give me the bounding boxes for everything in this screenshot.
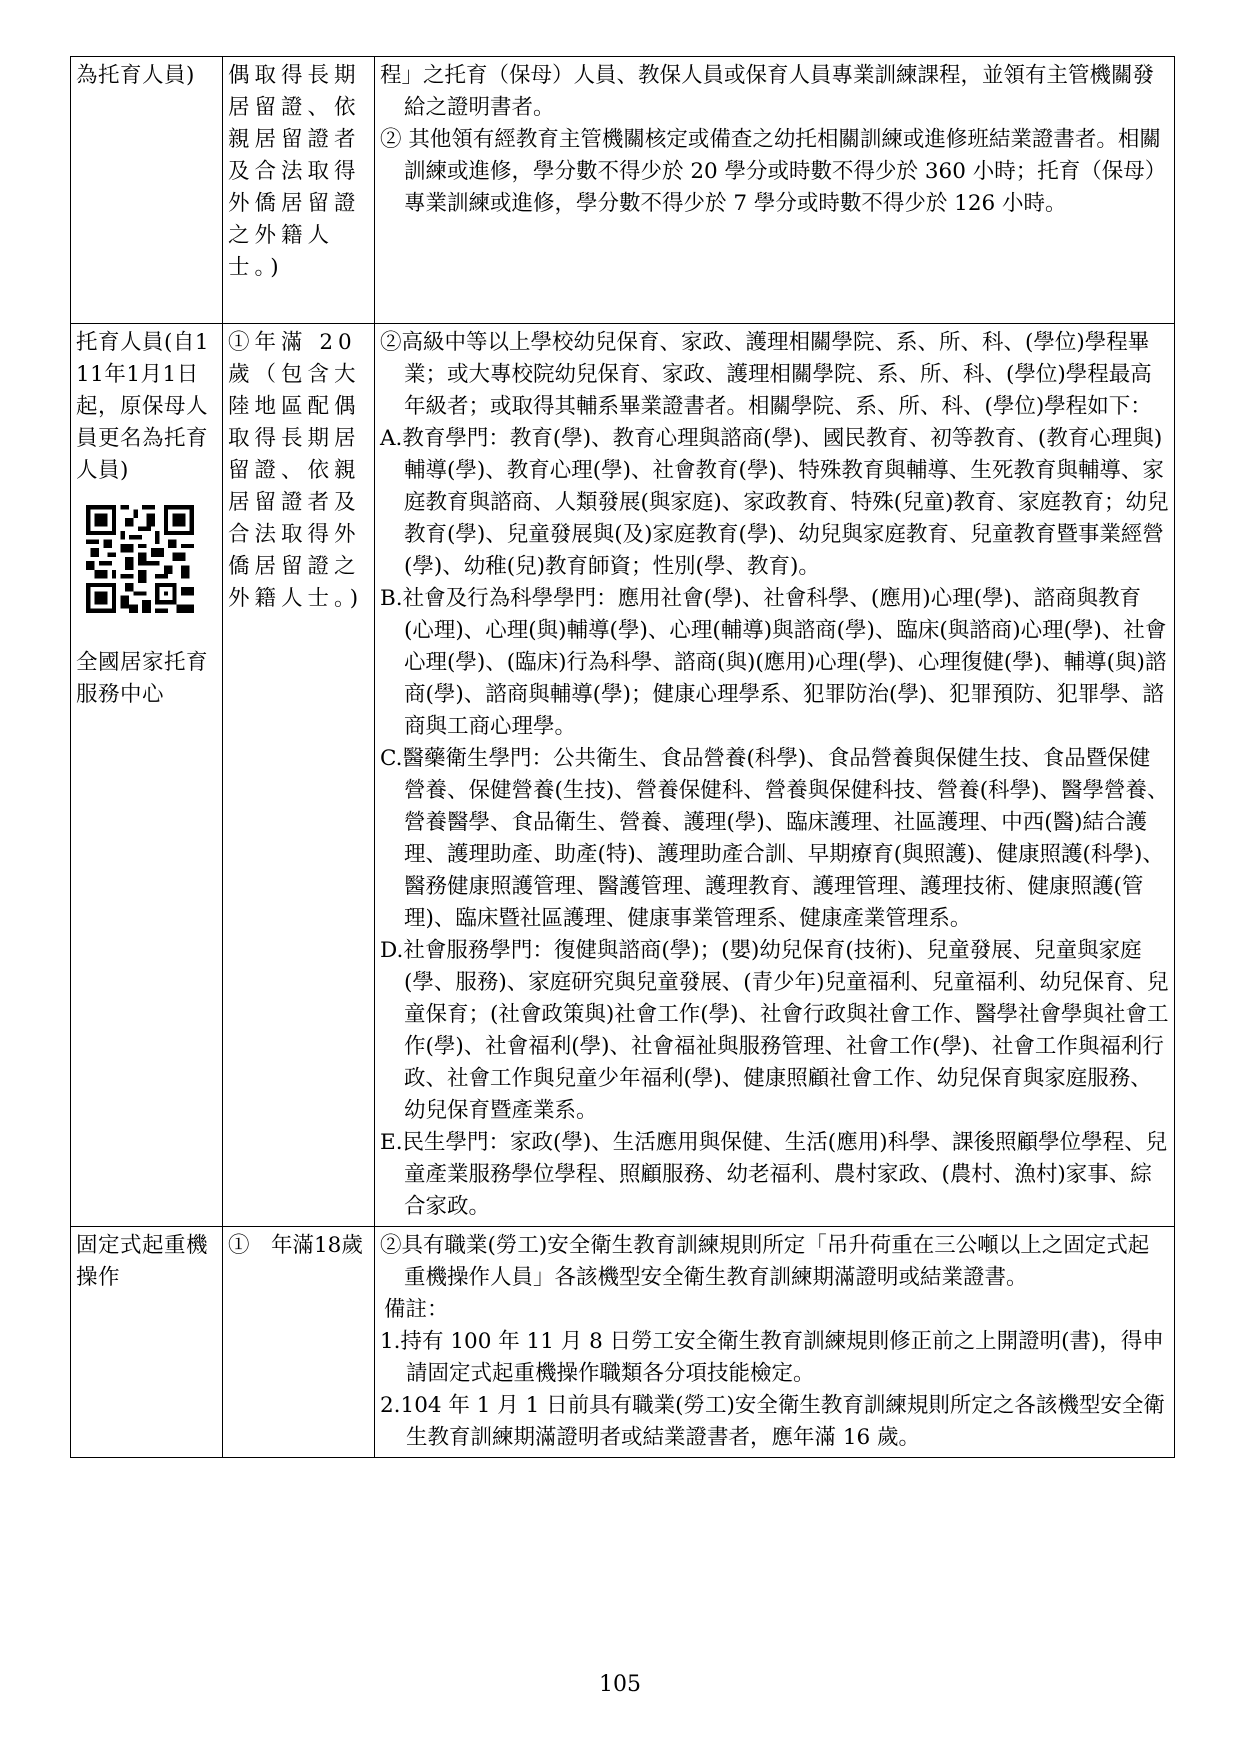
qualification-item: 程」之托育（保母）人員、教保人員或保育人員專業訓練課程，並領有主管機關發給之證明書者。 bbox=[380, 63, 1155, 120]
age-requirement-cell bbox=[223, 57, 375, 324]
qualification-item: B.社會及行為科學學門：應用社會(學)、社會科學、(應用)心理(學)、諮商與教育(心理)、心理(與)輔導(學)、心理(輔導)與諮商(學)、臨床(與諮商)心理(學)、社會心理(學)、(臨床)行為科學、諮商(與)(應用)心理(學)、心理復健(學)、輔導(與)諮商(學)、諮商與輔導(學)；健康心理學系、犯罪防治(學)、犯罪預防、犯罪學、諮商與工商心理學。 bbox=[380, 586, 1167, 739]
job-title: 托育人員(自111年1月1日起，原保母人員更名為托育人員) bbox=[76, 330, 210, 483]
age-requirement-cell bbox=[223, 1227, 375, 1458]
page-number: 105 bbox=[599, 1672, 641, 1697]
age-requirement-cell bbox=[223, 324, 375, 1227]
age-requirement: 偶取得長期居留證、依親居留證者及合法取得外僑居留證之外籍人士。) bbox=[228, 63, 361, 280]
remarks-label: 備註： bbox=[384, 1297, 449, 1322]
job-title-cell bbox=[71, 324, 223, 1227]
service-center-label: 全國居家托育服務中心 bbox=[76, 650, 209, 707]
table-row bbox=[71, 1227, 1175, 1458]
qualification-item: D.社會服務學門：復健與諮商(學)；(嬰)幼兒保育(技術)、兒童發展、兒童與家庭(學、服務)、家庭研究與兒童發展、(青少年)兒童福利、兒童福利、幼兒保育、兒童保育；(社會政策與)社會工作(學)、社會行政與社會工作、醫學社會學與社會工作(學)、社會福利(學)、社會福祉與服務管理、社會工作(學)、社會工作與福利行政、社會工作與兒童少年福利(學)、健康照顧社會工作、幼兒保育與家庭服務、幼兒保育暨產業系。 bbox=[380, 938, 1169, 1123]
table-row bbox=[71, 57, 1175, 324]
qualification-item: ②具有職業(勞工)安全衛生教育訓練規則所定「吊升荷重在三公噸以上之固定式起重機操作人員」各該機型安全衛生教育訓練期滿證明或結業證書。 bbox=[380, 1233, 1150, 1290]
job-title: 固定式起重機操作 bbox=[76, 1233, 209, 1290]
age-requirement: ①年滿 20 歲（包含大陸地區配偶取得長期居留證、依親居留證者及合法取得外僑居留證之外籍人士。) bbox=[228, 330, 364, 611]
qualification-item: A.教育學門：教育(學)、教育心理與諮商(學)、國民教育、初等教育、(教育心理與)輔導(學)、教育心理(學)、社會教育(學)、特殊教育與輔導、生死教育與輔導、家庭教育與諮商、人類發展(與家庭)、家政教育、特殊(兒童)教育、家庭教育；幼兒教育(學)、兒童發展與(及)家庭教育(學)、幼兒與家庭教育、兒童教育暨事業經營(學)、幼稚(兒)教育師資；性別(學、教育)。 bbox=[380, 426, 1169, 579]
remarks-item: 2.104 年 1 月 1 日前具有職業(勞工)安全衛生教育訓練規則所定之各該機型安全衛生教育訓練期滿證明者或結業證書者，應年滿 16 歲。 bbox=[380, 1393, 1165, 1450]
job-title-cell bbox=[71, 1227, 223, 1458]
qualification-cell bbox=[375, 1227, 1175, 1458]
qualification-item: C.醫藥衛生學門：公共衛生、食品營養(科學)、食品營養與保健生技、食品暨保健營養、保健營養(生技)、營養保健科、營養與保健科技、營養(科學)、醫學營養、營養醫學、食品衛生、營養、護理(學)、臨床護理、社區護理、中西(醫)結合護理、護理助產、助產(特)、護理助產合訓、早期療育(與照護)、健康照護(科學)、醫務健康照護管理、醫護管理、護理教育、護理管理、護理技術、健康照護(管理)、臨床暨社區護理、健康事業管理系、健康產業管理系。 bbox=[380, 746, 1169, 931]
job-title: 為托育人員) bbox=[76, 63, 195, 88]
table-row bbox=[71, 324, 1175, 1227]
job-title-cell bbox=[71, 57, 223, 324]
qualification-cell bbox=[375, 324, 1175, 1227]
remarks-item: 1.持有 100 年 11 月 8 日勞工安全衛生教育訓練規則修正前之上開證明(書)，得申請固定式起重機操作職類各分項技能檢定。 bbox=[380, 1329, 1164, 1386]
qualification-cell bbox=[375, 57, 1175, 324]
qualification-item: ②高級中等以上學校幼兒保育、家政、護理相關學院、系、所、科、(學位)學程畢業；或大專校院幼兒保育、家政、護理相關學院、系、所、科、(學位)學程最高年級者；或取得其輔系畢業證書者。相關學院、系、所、科、(學位)學程如下： bbox=[380, 330, 1152, 419]
qr-code-icon bbox=[86, 505, 194, 613]
qualification-item: E.民生學門：家政(學)、生活應用與保健、生活(應用)科學、課後照顧學位學程、兒童產業服務學位學程、照顧服務、幼老福利、農村家政、(農村、漁村)家事、綜合家政。 bbox=[380, 1130, 1168, 1219]
age-requirement: ① 年滿18歲 bbox=[228, 1233, 363, 1258]
qualification-table bbox=[70, 56, 1175, 1458]
qualification-item: ② 其他領有經教育主管機關核定或備查之幼托相關訓練或進修班結業證書者。相關訓練或進修，學分數不得少於 20 學分或時數不得少於 360 小時；托育（保母）專業訓練或進修，學分數不得少於 7 學分或時數不得少於 126 小時。 bbox=[380, 127, 1167, 216]
